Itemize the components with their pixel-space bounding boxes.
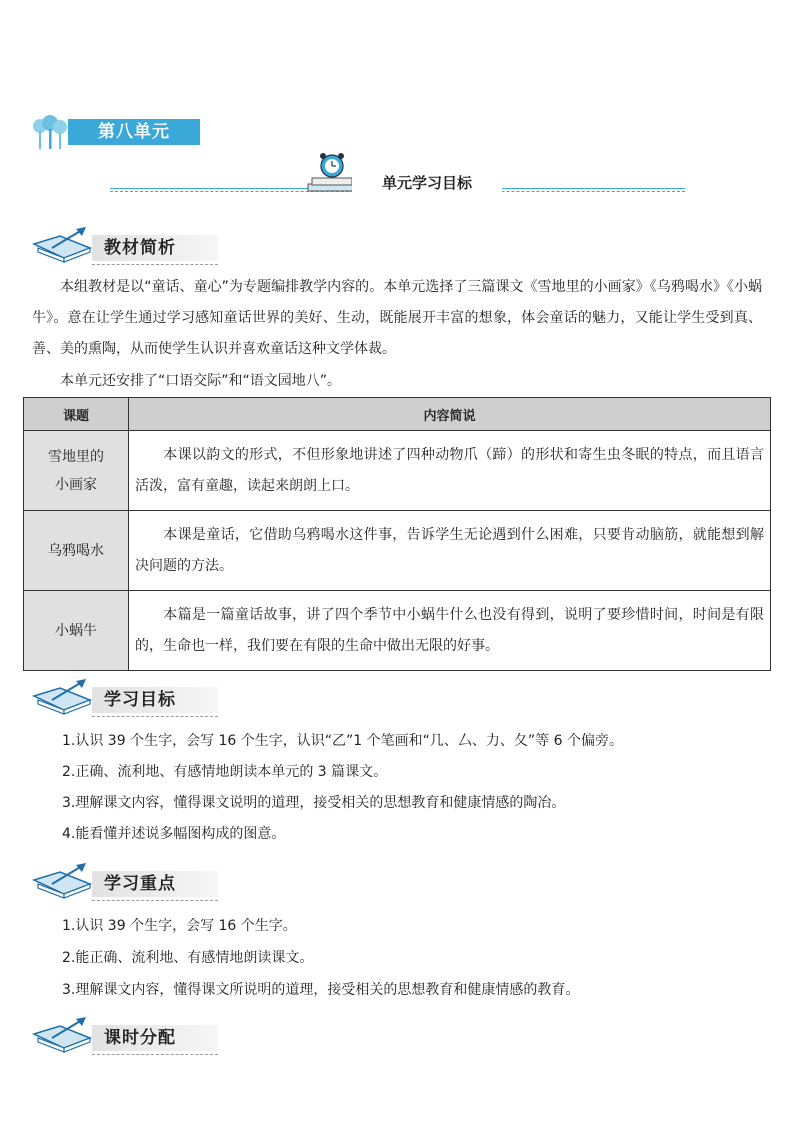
list-item: 4.能看懂并述说多幅图构成的图意。 (62, 826, 286, 842)
list-item: 2.正确、流利地、有感情地朗读本单元的 3 篇课文。 (62, 764, 388, 780)
analysis-paragraph-2 (32, 366, 762, 397)
analysis-text-2: 本单元还安排了“口语交际”和“语文园地八”。 (60, 373, 342, 389)
section-header-key-points (30, 862, 220, 902)
book-arrow-icon (30, 226, 96, 266)
table-header-desc: 内容简说 (129, 398, 771, 431)
section-title: 教材简析 (92, 235, 218, 261)
book-arrow-icon (30, 1016, 96, 1056)
unit-title: 第八单元 (68, 119, 200, 145)
list-item: 3.理解课文内容，懂得课文所说明的道理，接受相关的思想教育和健康情感的教育。 (62, 982, 580, 998)
section-header-objectives (30, 678, 220, 718)
tree-icon (30, 115, 70, 149)
list-item: 1.认识 39 个生字，会写 16 个生字，认识“乙”1 个笔画和“几、厶、力、夂”等 6 个偏旁。 (62, 733, 623, 749)
section-title: 学习重点 (92, 871, 218, 897)
alarm-clock-books-icon (300, 152, 360, 196)
lesson-title: 雪地里的 (48, 448, 104, 465)
list-item: 1.认识 39 个生字，会写 16 个生字。 (62, 918, 297, 934)
lesson-desc-cell (129, 431, 771, 511)
goals-title: 单元学习目标 (352, 172, 502, 194)
goals-header (110, 150, 685, 198)
analysis-text-1: 本组教材是以“童话、童心”为专题编排教学内容的。本单元选择了三篇课文《雪地里的小画家》《乌鸦喝水》《小蜗牛》。意在让学生通过学习感知童话世界的美好、生动，既能展开丰富的想象，体会童话的魅力，又能让学生受到真、善、美的熏陶，从而使学生认识并喜欢童话这种文学体裁。 (32, 279, 762, 357)
lesson-desc: 本篇是一篇童话故事，讲了四个季节中小蜗牛什么也没有得到，说明了要珍惜时间，时间是有限的，生命也一样，我们要在有限的生命中做出无限的好事。 (135, 606, 764, 654)
lesson-desc: 本课是童话，它借助乌鸦喝水这件事，告诉学生无论遇到什么困难，只要肯动脑筋，就能想到解决问题的方法。 (135, 526, 764, 574)
lesson-title-cell (24, 431, 129, 511)
list-item: 2.能正确、流利地、有感情地朗读课文。 (62, 950, 314, 966)
section-title: 课时分配 (92, 1025, 218, 1051)
lesson-desc-cell (129, 591, 771, 671)
lesson-desc-cell (129, 511, 771, 591)
lesson-title-line2: 小画家 (55, 476, 97, 493)
table-row (24, 511, 771, 591)
table-row (24, 591, 771, 671)
table-row (24, 431, 771, 511)
lesson-title-cell (24, 511, 129, 591)
book-arrow-icon (30, 862, 96, 902)
content-table (23, 397, 771, 671)
table-header-title: 课题 (24, 398, 129, 431)
book-arrow-icon (30, 678, 96, 718)
section-title: 学习目标 (92, 687, 218, 713)
section-header-analysis (30, 226, 220, 266)
lesson-desc: 本课以韵文的形式，不但形象地讲述了四种动物爪（蹄）的形状和寄生虫冬眠的特点，而且语言活泼，富有童趣，读起来朗朗上口。 (135, 446, 764, 494)
analysis-paragraph-1 (32, 272, 762, 365)
lesson-title: 小蜗牛 (55, 622, 97, 639)
table-header-row (24, 398, 771, 431)
lesson-title: 乌鸦喝水 (48, 542, 104, 559)
section-header-schedule (30, 1016, 220, 1056)
lesson-title-cell (24, 591, 129, 671)
list-item: 3.理解课文内容，懂得课文说明的道理，接受相关的思想教育和健康情感的陶冶。 (62, 795, 566, 811)
